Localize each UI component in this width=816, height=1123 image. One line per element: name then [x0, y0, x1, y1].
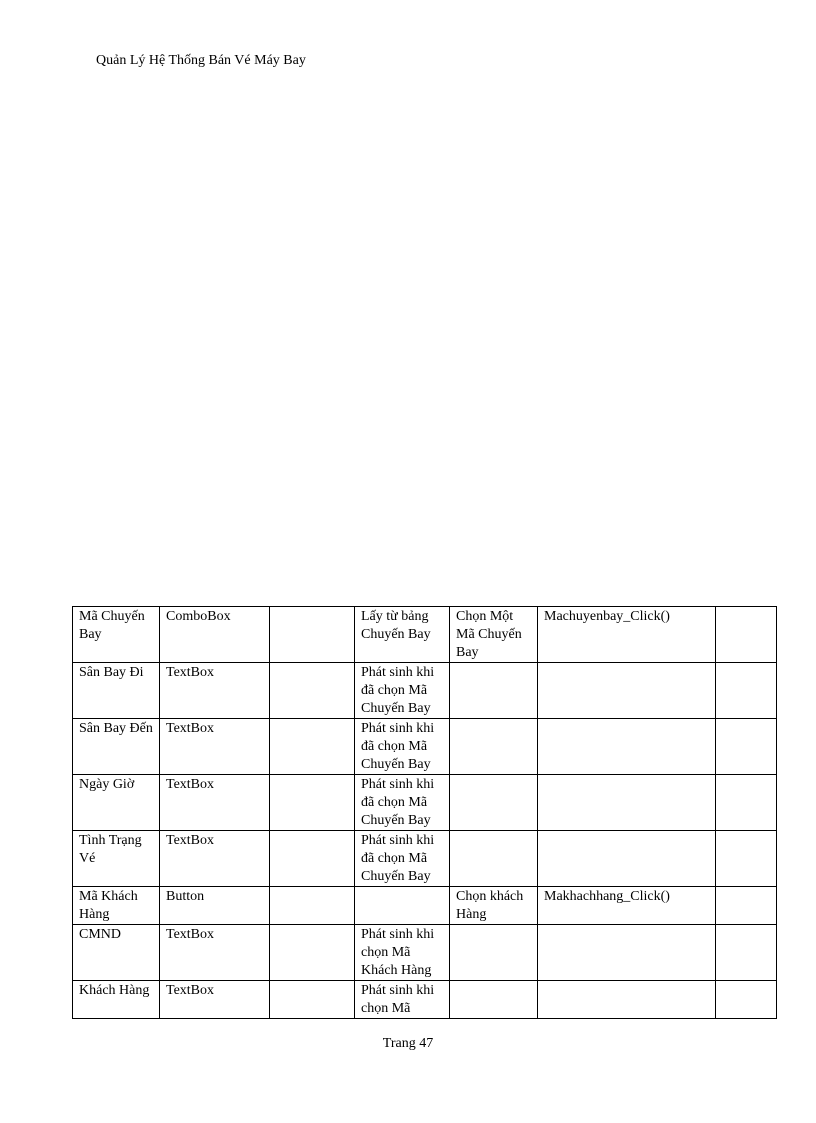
table-cell: Sân Bay Đi [73, 663, 160, 719]
table-cell [538, 663, 716, 719]
table-cell [450, 831, 538, 887]
table-cell [270, 925, 355, 981]
table-cell: Ngày Giờ [73, 775, 160, 831]
table-cell [450, 719, 538, 775]
table-cell: TextBox [160, 925, 270, 981]
table-row [73, 981, 777, 1019]
table-cell [450, 981, 538, 1019]
table-cell: Chọn Một Mã Chuyến Bay [450, 607, 538, 663]
table-cell [450, 775, 538, 831]
table-cell: Sân Bay Đến [73, 719, 160, 775]
table-cell [450, 663, 538, 719]
table-cell: TextBox [160, 775, 270, 831]
table-cell: ComboBox [160, 607, 270, 663]
table-cell: Phát sinh khi chọn Mã Khách Hàng [355, 925, 450, 981]
table-cell [450, 925, 538, 981]
table-cell [538, 775, 716, 831]
table-cell [270, 719, 355, 775]
table-cell: Phát sinh khi đã chọn Mã Chuyến Bay [355, 831, 450, 887]
table-cell: Button [160, 887, 270, 925]
table-cell [270, 775, 355, 831]
page-number: Trang 47 [382, 1036, 434, 1051]
table-cell [538, 831, 716, 887]
table-cell [716, 831, 777, 887]
table-cell: Phát sinh khi chọn Mã [355, 981, 450, 1019]
table-cell: TextBox [160, 663, 270, 719]
table-cell: TextBox [160, 981, 270, 1019]
table-cell [270, 663, 355, 719]
control-spec-table [72, 606, 777, 1019]
table-cell [270, 887, 355, 925]
page-header-title: Quản Lý Hệ Thống Bán Vé Máy Bay [96, 53, 306, 68]
table-cell [355, 887, 450, 925]
table-row [73, 831, 777, 887]
table-row [73, 663, 777, 719]
table-cell [716, 775, 777, 831]
table-cell: Phát sinh khi đã chọn Mã Chuyến Bay [355, 663, 450, 719]
table-cell: Tình Trạng Vé [73, 831, 160, 887]
table-cell: CMND [73, 925, 160, 981]
table-cell [716, 607, 777, 663]
table-row [73, 607, 777, 663]
table-cell: Chọn khách Hàng [450, 887, 538, 925]
table-cell: Mã Chuyến Bay [73, 607, 160, 663]
table-cell [716, 719, 777, 775]
table-row [73, 887, 777, 925]
table-cell [716, 887, 777, 925]
table-cell [716, 981, 777, 1019]
table-cell: Phát sinh khi đã chọn Mã Chuyến Bay [355, 719, 450, 775]
table-row [73, 775, 777, 831]
table-cell: Makhachhang_Click() [538, 887, 716, 925]
table-cell [716, 925, 777, 981]
table-cell [716, 663, 777, 719]
table-cell: Phát sinh khi đã chọn Mã Chuyến Bay [355, 775, 450, 831]
table-cell: Lấy từ bảng Chuyến Bay [355, 607, 450, 663]
table-cell [270, 607, 355, 663]
table-cell [270, 981, 355, 1019]
table-cell [270, 831, 355, 887]
table-cell: Machuyenbay_Click() [538, 607, 716, 663]
table-cell [538, 981, 716, 1019]
table-row [73, 719, 777, 775]
table-cell: Mã Khách Hàng [73, 887, 160, 925]
table-cell [538, 719, 716, 775]
table-cell: Khách Hàng [73, 981, 160, 1019]
table-cell [538, 925, 716, 981]
table-cell: TextBox [160, 831, 270, 887]
table-row [73, 925, 777, 981]
table-cell: TextBox [160, 719, 270, 775]
